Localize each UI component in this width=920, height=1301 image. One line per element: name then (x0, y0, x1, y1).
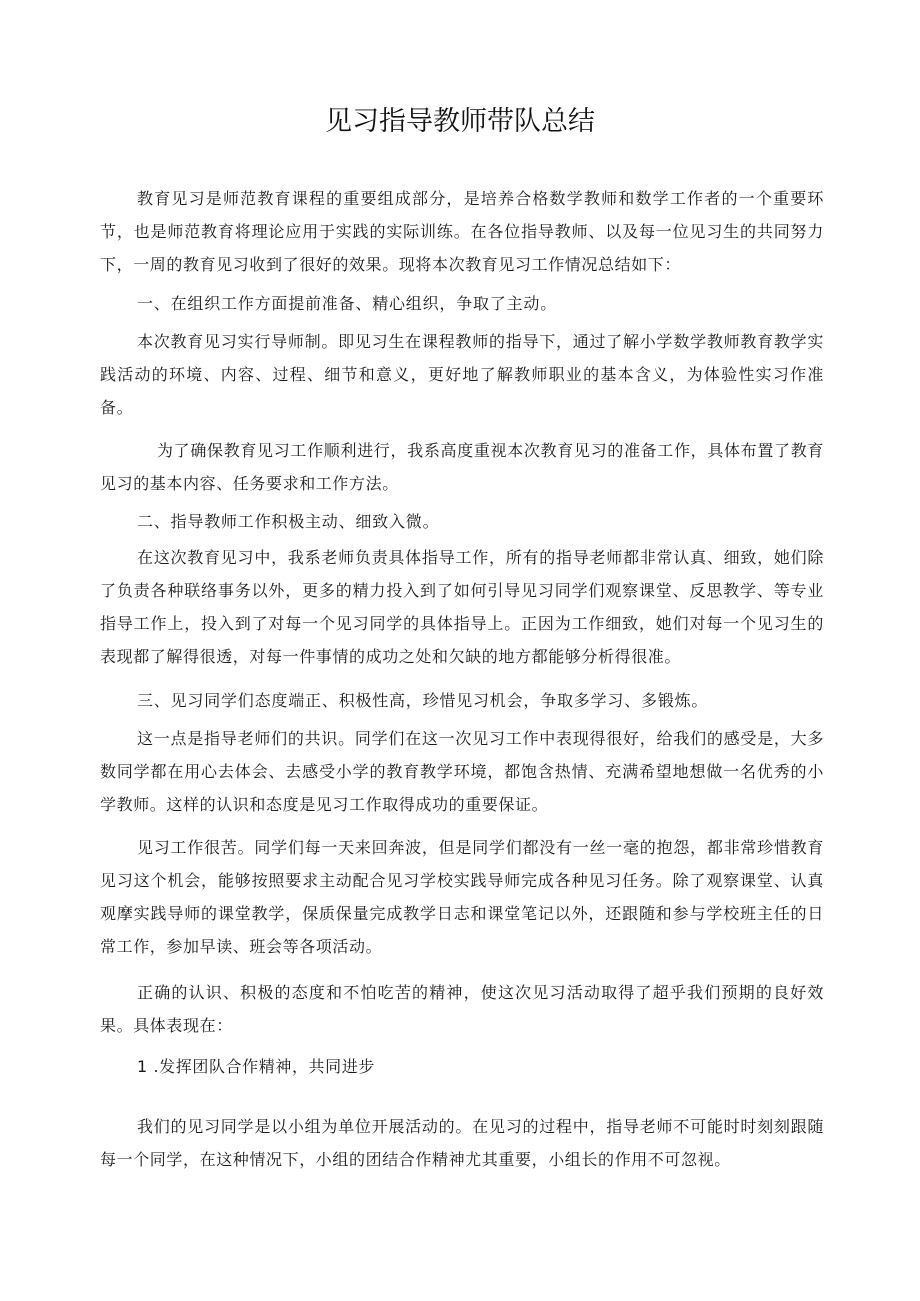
section-heading-2: 二、指导教师工作积极主动、细致入微。 (137, 512, 440, 531)
document-title: 见习指导教师带队总结 (325, 106, 595, 137)
body-paragraph: 在这次教育见习中，我系老师负责具体指导工作，所有的指导老师都非常认真、细致，她们除了负责各种联络事务以外，更多的精力投入到了如何引导见习同学们观察课堂、反思教学、等专业指导工作上，投入到了对每一个见习同学的具体指导上。正因为工作细致，她们对每一个见习生的表现都了解得很透，对每一件事情的成功之处和欠缺的地方都能够分析得很准。 (100, 548, 824, 666)
body-paragraph: 本次教育见习实行导师制。即见习生在课程教师的指导下，通过了解小学数学教师教育教学实践活动的环境、内容、过程、细节和意义，更好地了解教师职业的基本含义，为体验性实习作准备。 (100, 332, 824, 417)
body-paragraph: 正确的认识、积极的态度和不怕吃苦的精神，使这次见习活动取得了超乎我们预期的良好效果。具体表现在： (100, 983, 824, 1035)
numbered-item-1: 1 .发挥团队合作精神，共同进步 (137, 1057, 375, 1076)
body-paragraph: 见习工作很苦。同学们每一天来回奔波，但是同学们都没有一丝一毫的抱怨，都非常珍惜教育见习这个机会，能够按照要求主动配合见习学校实践导师完成各种见习任务。除了观察课堂、认真观摩实践导师的课堂教学，保质保量完成教学日志和课堂笔记以外，还跟随和参与学校班主任的日常工作，参加早读、班会等各项活动。 (100, 838, 824, 956)
section-heading-3: 三、见习同学们态度端正、积极性高，珍惜见习机会，争取多学习、多锻炼。 (137, 691, 709, 710)
section-heading-1: 一、在组织工作方面提前准备、精心组织，争取了主动。 (137, 294, 558, 313)
intro-paragraph: 教育见习是师范教育课程的重要组成部分，是培养合格数学教师和数学工作者的一个重要环节，也是师范教育将理论应用于实践的实际训练。在各位指导教师、以及每一位见习生的共同努力下，一周的教育见习收到了很好的效果。现将本次教育见习工作情况总结如下： (100, 189, 824, 274)
body-paragraph: 这一点是指导老师们的共识。同学们在这一次见习工作中表现得很好，给我们的感受是，大多数同学都在用心去体会、去感受小学的教育教学环境，都饱含热情、充满希望地想做一名优秀的小学教师。这样的认识和态度是见习工作取得成功的重要保证。 (100, 729, 824, 814)
body-paragraph: 我们的见习同学是以小组为单位开展活动的。在见习的过程中，指导老师不可能时时刻刻跟随每一个同学，在这种情况下，小组的团结合作精神尤其重要，小组长的作用不可忽视。 (100, 1117, 824, 1169)
body-paragraph: 为了确保教育见习工作顺利进行，我系高度重视本次教育见习的准备工作，具体布置了教育见习的基本内容、任务要求和工作方法。 (100, 441, 824, 493)
